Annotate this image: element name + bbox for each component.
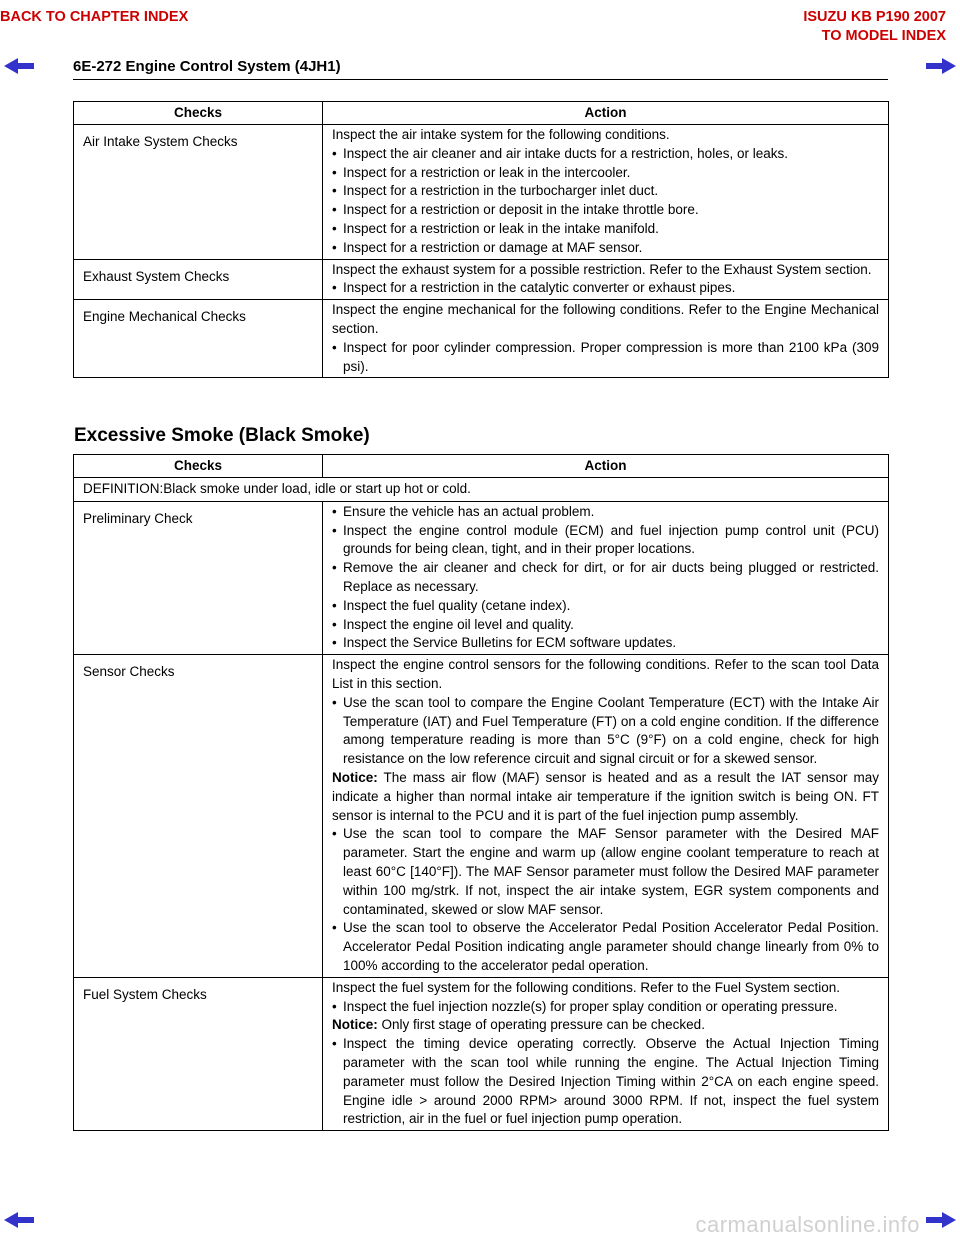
checks-column-header: Checks — [74, 455, 323, 478]
action-bullet: • Inspect the fuel injection nozzle(s) for proper splay condition or operating pressure. — [332, 998, 879, 1017]
section-title: Excessive Smoke (Black Smoke) — [74, 425, 370, 446]
table-header-row — [74, 102, 889, 125]
action-bullet: • Inspect for a restriction or leak in the intercooler. — [332, 164, 879, 183]
table-row — [74, 977, 889, 1130]
bottom-previous-page-arrow-icon[interactable] — [4, 1212, 34, 1228]
action-bullet: • Ensure the vehicle has an actual problem. — [332, 503, 879, 522]
action-cell — [323, 501, 889, 654]
check-cell: Sensor Checks — [74, 655, 323, 978]
definition-row — [74, 478, 889, 502]
next-page-arrow-icon[interactable] — [926, 58, 956, 74]
footer-watermark: carmanualsonline.info — [695, 1212, 920, 1237]
action-bullet: • Inspect for a restriction or damage at MAF sensor. — [332, 239, 879, 258]
header-divider — [73, 79, 888, 80]
model-title-link[interactable]: ISUZU KB P190 2007 — [803, 9, 946, 25]
action-cell — [323, 125, 889, 260]
action-column-header: Action — [323, 102, 889, 125]
checks-column-header: Checks — [74, 102, 323, 125]
action-intro: Inspect the exhaust system for a possible restriction. Refer to the Exhaust System section. — [332, 261, 872, 277]
action-bullet: • Inspect for a restriction in the turbocharger inlet duct. — [332, 182, 879, 201]
table-row — [74, 300, 889, 378]
table-row — [74, 125, 889, 260]
check-cell: Preliminary Check — [74, 501, 323, 654]
check-cell: Engine Mechanical Checks — [74, 300, 323, 378]
check-cell: Fuel System Checks — [74, 977, 323, 1130]
checks-table-1 — [73, 101, 889, 378]
action-bullet: • Inspect the air cleaner and air intake ducts for a restriction, holes, or leaks. — [332, 145, 879, 164]
action-bullet: • Inspect for a restriction in the catalytic converter or exhaust pipes. — [332, 279, 879, 298]
action-bullet: • Inspect for poor cylinder compression. Proper compression is more than 2100 kPa (309 psi). — [332, 339, 879, 377]
back-to-chapter-index-link[interactable]: BACK TO CHAPTER INDEX — [0, 9, 189, 25]
notice-paragraph — [332, 769, 879, 825]
action-intro: Inspect the fuel system for the following conditions. Refer to the Fuel System section. — [332, 979, 840, 995]
action-bullet: • Inspect the timing device operating correctly. Observe the Actual Injection Timing parameter with the scan tool while running the engine. The Actual Injection Timing parameter must follow the Desired Injection Timing within 2°CA on each engine speed. Engine idle > around 2000 RPM> around 3000 RPM. If not, inspect the fuel system restriction, air in the fuel or fuel injection pump operation. — [332, 1035, 879, 1129]
previous-page-arrow-icon[interactable] — [4, 58, 34, 74]
notice-label: Notice: — [332, 1017, 378, 1033]
action-cell — [323, 655, 889, 978]
action-bullet: • Use the scan tool to compare the Engine Coolant Temperature (ECT) with the Intake Air Temperature (IAT) and Fuel Temperature (FT) on a cold engine condition. If the difference among temperature reading is more than 5°C (9°F) on a cold engine, check for high resistance on the low reference circuit and signal circuit or for a skewed sensor. — [332, 694, 879, 769]
bottom-next-page-arrow-icon[interactable] — [926, 1212, 956, 1228]
notice-label: Notice: — [332, 769, 378, 785]
action-bullet: • Inspect for a restriction or deposit in the intake throttle bore. — [332, 201, 879, 220]
notice-text: The mass air flow (MAF) sensor is heated and as a result the IAT sensor may indicate a higher than normal intake air temperature if the ignition switch is being ON. FT sensor is internal to the PCU and it is part of the fuel injection pump assembly. — [332, 769, 879, 823]
definition-cell: DEFINITION:Black smoke under load, idle or start up hot or cold. — [74, 478, 889, 502]
action-intro: Inspect the engine control sensors for the following conditions. Refer to the scan tool Data List in this section. — [332, 657, 879, 691]
action-cell — [323, 300, 889, 378]
action-cell — [323, 977, 889, 1130]
action-bullet: • Inspect the fuel quality (cetane index). — [332, 597, 879, 616]
notice-text: Only first stage of operating pressure can be checked. — [377, 1017, 705, 1033]
action-bullet: • Use the scan tool to compare the MAF Sensor parameter with the Desired MAF parameter. Start the engine and warm up (allow engine coolant temperature to reach at least 60°C [140°F]). The MAF Sensor parameter must follow the Desired MAF parameter within 100 mg/strk. If not, inspect the air intake system, EGR system components and contaminated, skewed or slow MAF sensor. — [332, 825, 879, 919]
page-header-title: 6E-272 Engine Control System (4JH1) — [73, 58, 341, 75]
action-bullet: • Use the scan tool to observe the Accelerator Pedal Position Accelerator Pedal Position. Accelerator Pedal Position indicating angle parameter should change linearly from 0% to 100% according to the accelerator pedal operation. — [332, 919, 879, 975]
check-cell: Exhaust System Checks — [74, 259, 323, 300]
action-bullet: • Inspect the Service Bulletins for ECM software updates. — [332, 634, 879, 653]
to-model-index-link[interactable]: TO MODEL INDEX — [821, 28, 946, 44]
action-bullet: • Inspect the engine oil level and quality. — [332, 616, 879, 635]
action-column-header: Action — [323, 455, 889, 478]
action-intro: Inspect the air intake system for the following conditions. — [332, 127, 670, 142]
action-bullet: • Inspect the engine control module (ECM) and fuel injection pump control unit (PCU) grounds for being clean, tight, and in their proper locations. — [332, 522, 879, 560]
action-intro: Inspect the engine mechanical for the following conditions. Refer to the Engine Mechanical section. — [332, 302, 879, 336]
table-row — [74, 501, 889, 654]
table-row — [74, 259, 889, 300]
check-cell: Air Intake System Checks — [74, 125, 323, 260]
action-cell — [323, 259, 889, 300]
action-bullet: • Inspect for a restriction or leak in the intake manifold. — [332, 220, 879, 239]
checks-table-2 — [73, 454, 889, 1131]
notice-paragraph — [332, 1016, 879, 1035]
table-header-row — [74, 455, 889, 478]
table-row — [74, 655, 889, 978]
action-bullet: • Remove the air cleaner and check for dirt, or for air ducts being plugged or restricted. Replace as necessary. — [332, 559, 879, 597]
